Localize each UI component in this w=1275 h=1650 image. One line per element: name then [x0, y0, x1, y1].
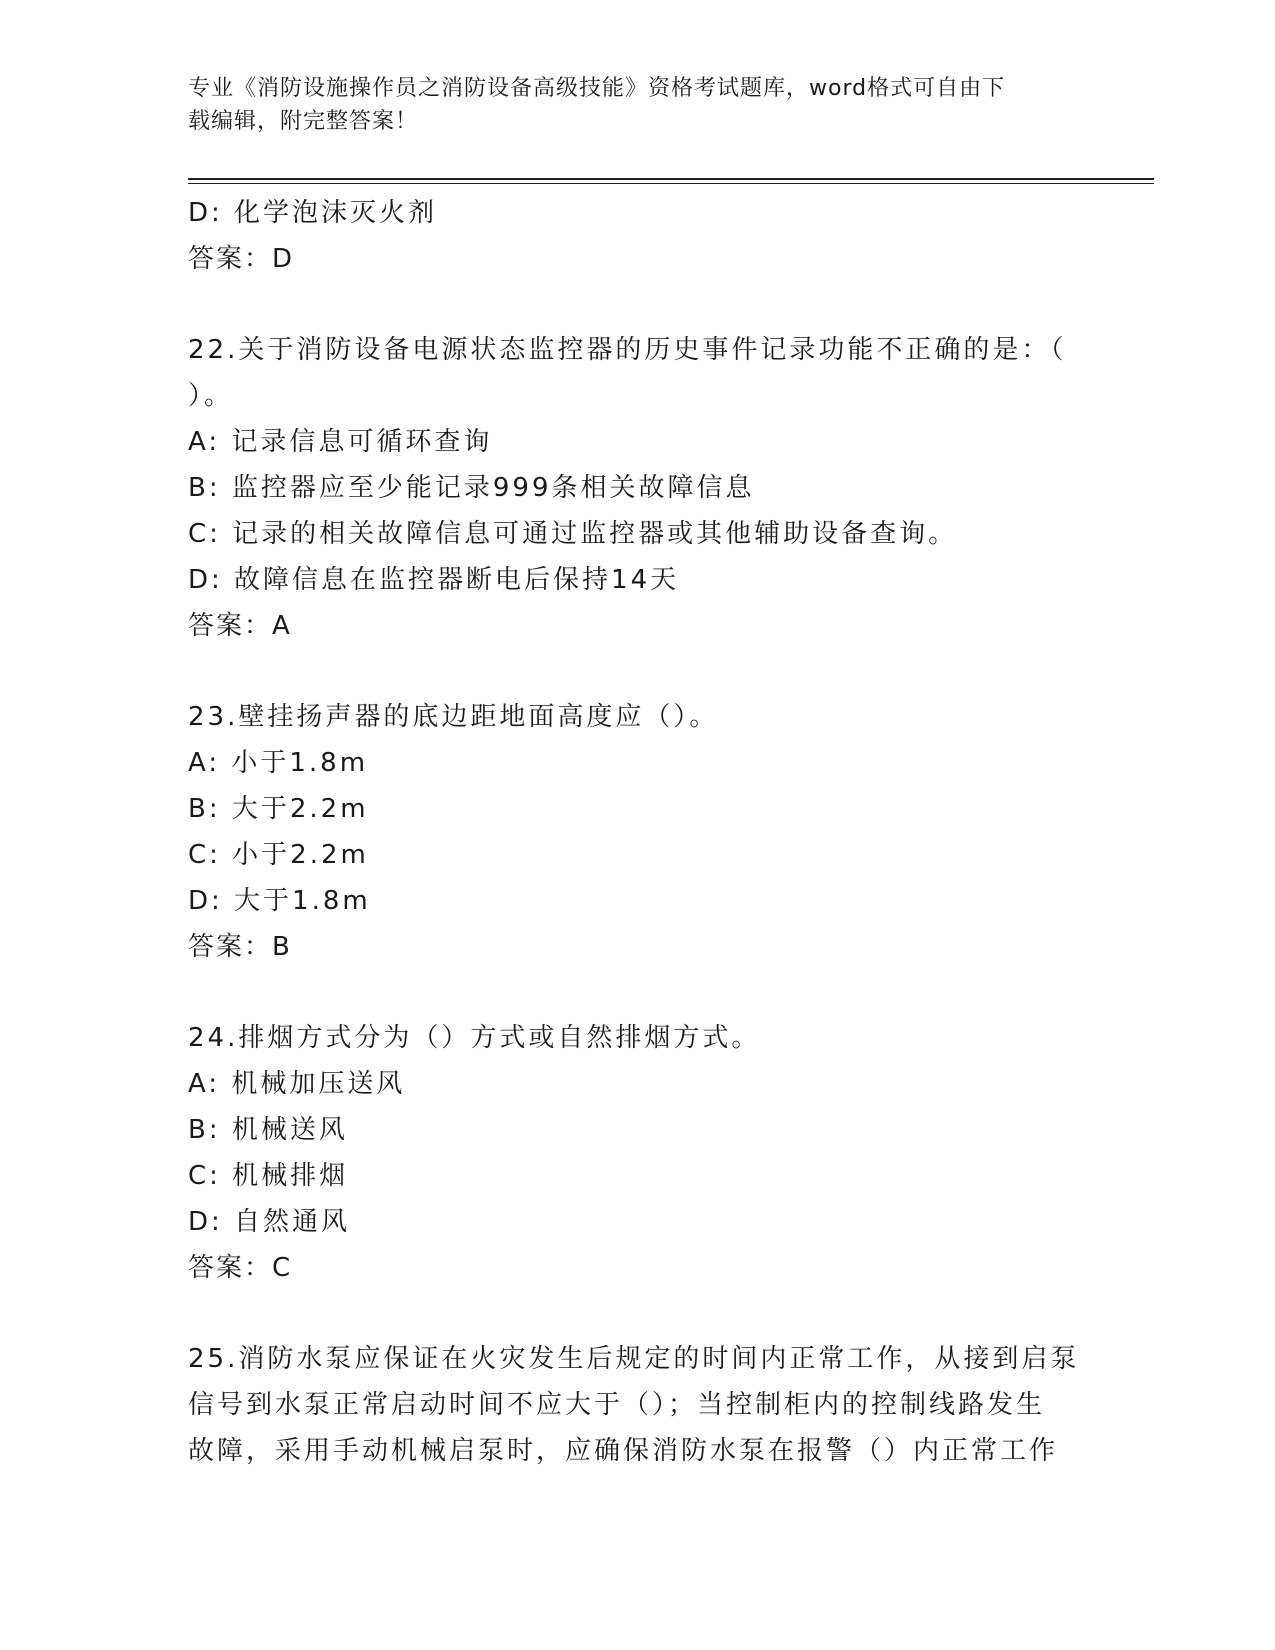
q24-option-b: B: 机械送风 [188, 1115, 348, 1145]
q25-stem-line-2: 信号到水泵正常启动时间不应大于（）；当控制柜内的控制线路发生 [188, 1390, 1046, 1420]
q21-answer: 答案：D [188, 244, 295, 274]
q21-option-d: D: 化学泡沫灭火剂 [188, 198, 438, 228]
q23-option-d: D: 大于1.8m [188, 886, 371, 916]
q22-option-d: D: 故障信息在监控器断电后保持14天 [188, 565, 680, 595]
question-25 [188, 1336, 1088, 1474]
header-divider-thin [188, 183, 1154, 184]
q23-answer: 答案：B [188, 932, 292, 962]
q24-answer: 答案：C [188, 1253, 293, 1283]
question-24 [188, 1015, 1088, 1291]
q25-stem-line-3: 故障，采用手动机械启泵时，应确保消防水泵在报警（）内正常工作 [188, 1436, 1059, 1466]
q22-stem-line-1: 22.关于消防设备电源状态监控器的历史事件记录功能不正确的是：（ [188, 335, 1067, 365]
q24-option-d: D: 自然通风 [188, 1207, 351, 1237]
q22-option-b: B: 监控器应至少能记录999条相关故障信息 [188, 473, 755, 503]
q25-stem-line-1: 25.消防水泵应保证在火灾发生后规定的时间内正常工作，从接到启泵 [188, 1344, 1080, 1374]
q23-stem: 23.壁挂扬声器的底边距地面高度应（）。 [188, 702, 719, 732]
q23-option-c: C: 小于2.2m [188, 840, 369, 870]
q23-option-b: B: 大于2.2m [188, 794, 369, 824]
question-list [188, 190, 1088, 1474]
q22-answer: 答案：A [188, 611, 292, 641]
question-22 [188, 327, 1088, 649]
header-divider-thick [188, 178, 1154, 180]
q24-option-a: A: 机械加压送风 [188, 1069, 406, 1099]
header-line-2: 载编辑，附完整答案！ [188, 109, 419, 134]
question-23 [188, 694, 1088, 970]
q22-stem-line-2: ）。 [188, 381, 234, 411]
document-header [188, 72, 1078, 138]
header-line-1: 专业《消防设施操作员之消防设备高级技能》资格考试题库，word格式可自由下 [188, 76, 1006, 101]
q22-option-a: A: 记录信息可循环查询 [188, 427, 493, 457]
q24-stem: 24.排烟方式分为（）方式或自然排烟方式。 [188, 1023, 761, 1053]
q23-option-a: A: 小于1.8m [188, 748, 369, 778]
q24-option-c: C: 机械排烟 [188, 1161, 349, 1191]
q22-option-c: C: 记录的相关故障信息可通过监控器或其他辅助设备查询。 [188, 519, 958, 549]
